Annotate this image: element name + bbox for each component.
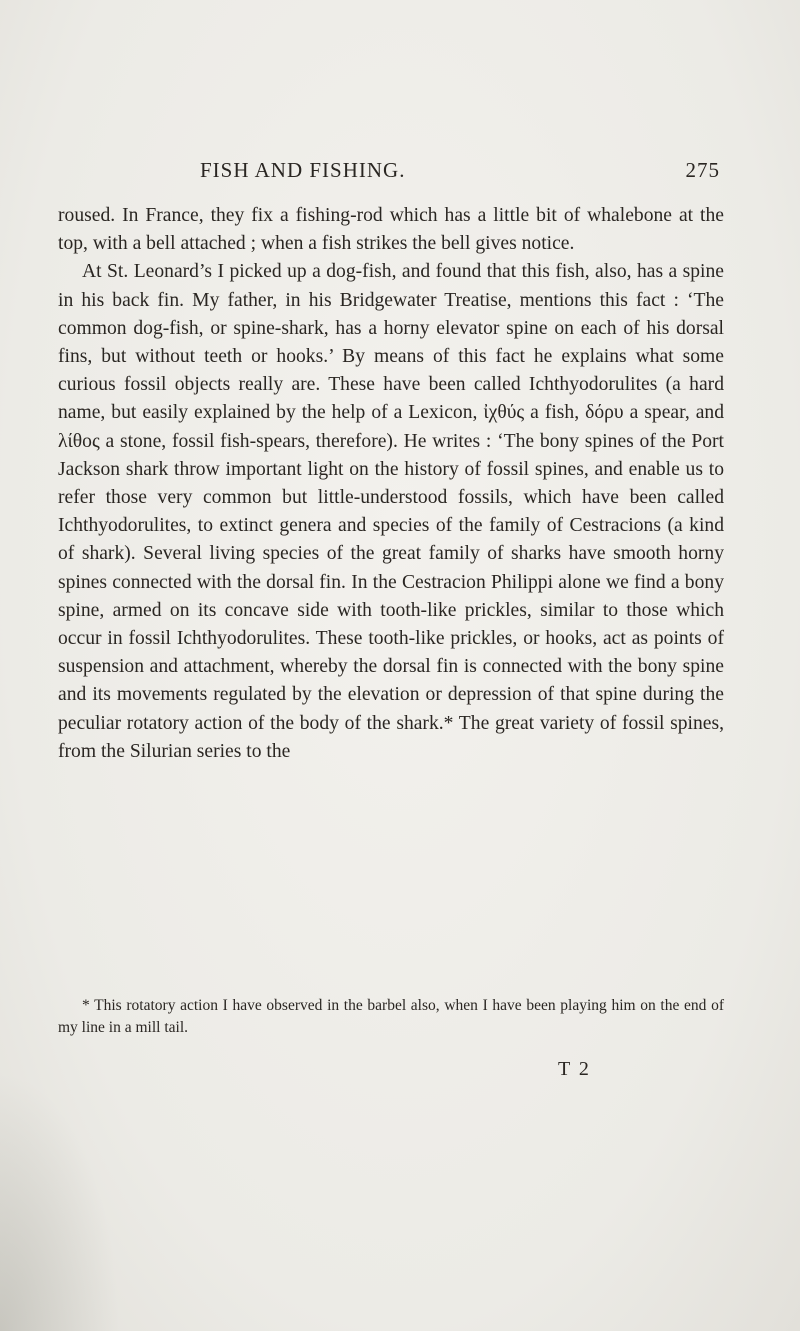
page-shadow	[0, 1071, 120, 1331]
page-number: 275	[685, 158, 720, 182]
paragraph: At St. Leonard’s I picked up a dog-fish, and found that this fish, also, has a spine in his back fin. My father, in his Bridgewater Treatise, mentions this fact : ‘The common dog-fish, or spine-shark, has a horny elevator spine on each of his dorsal fins, but without teeth or hooks.’ By means of this fact he explains what some curious fossil objects really are. These have been called Ichthyodorulites (a hard name, but easily explained by the help of a Lexicon, ἰχθύς a fish, δόρυ a spear, and λίθος a stone, fossil fish-spears, therefore). He writes : ‘The bony spines of the Port Jackson shark throw important light on the history of fossil spines, and enable us to refer those very common but little-understood fossils, which have been called Ichthyodorulites, to extinct genera and species of the family of Cestracions (a kind of shark). Several living species of the great family of sharks have smooth horny spines connected with the dorsal fin. In the Cestracion Philippi alone we find a bony spine, armed on its concave side with tooth-like prickles, similar to those which occur in fossil Ichthyodorulites. These tooth-like prickles, or hooks, act as points of suspension and attachment, whereby the dorsal fin is connected with the bony spine and its movements regulated by the elevation or depression of that spine during the peculiar rotatory action of the body of the shark.* The great variety of fossil spines, from the Silurian series to the	[58, 261, 724, 762]
signature-mark: T 2	[558, 1058, 591, 1080]
paragraph: roused. In France, they fix a fishing-rod which has a little bit of whalebone at the top, with a bell attached ; when a fish strikes the bell gives notice.	[58, 205, 724, 255]
body-text	[58, 202, 724, 766]
running-title: FISH AND FISHING.	[200, 158, 406, 182]
page-header	[200, 158, 720, 188]
footnote: * This rotatory action I have observed in the barbel also, when I have been playing him on the end of my line in a mill tail.	[58, 997, 724, 1036]
